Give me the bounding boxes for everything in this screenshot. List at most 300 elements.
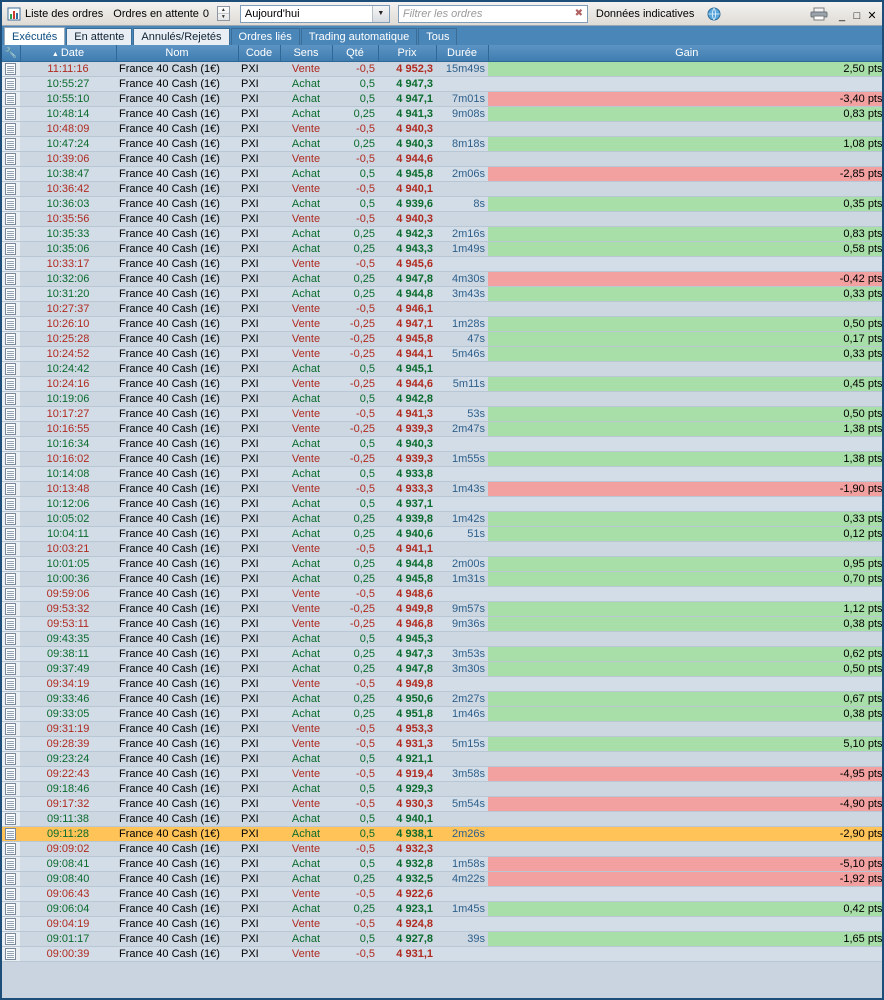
cell-sens: Achat bbox=[280, 901, 332, 916]
row-detail-icon[interactable] bbox=[2, 316, 20, 331]
row-detail-icon[interactable] bbox=[2, 241, 20, 256]
cell-code: PXI bbox=[238, 841, 280, 856]
cell-duree: 3m53s bbox=[436, 646, 488, 661]
date-range-select[interactable] bbox=[240, 5, 390, 23]
cell-prix: 4 947,3 bbox=[378, 76, 436, 91]
cell-gain bbox=[488, 391, 882, 406]
table-row[interactable] bbox=[2, 436, 882, 451]
row-detail-icon[interactable] bbox=[2, 556, 20, 571]
cell-name: France 40 Cash (1€) bbox=[116, 226, 238, 241]
cell-date: 10:14:08 bbox=[20, 466, 116, 481]
cell-date: 09:22:43 bbox=[20, 766, 116, 781]
document-icon[interactable] bbox=[5, 948, 16, 960]
table-row[interactable] bbox=[2, 136, 882, 151]
table-row[interactable] bbox=[2, 121, 882, 136]
clear-icon[interactable]: ✖ bbox=[574, 8, 584, 19]
document-icon[interactable] bbox=[5, 528, 16, 540]
cell-date: 10:33:17 bbox=[20, 256, 116, 271]
document-icon[interactable] bbox=[5, 633, 16, 645]
table-row[interactable] bbox=[2, 706, 882, 721]
row-detail-icon[interactable] bbox=[2, 421, 20, 436]
table-row[interactable] bbox=[2, 421, 882, 436]
document-icon[interactable] bbox=[5, 858, 16, 870]
row-detail-icon[interactable] bbox=[2, 166, 20, 181]
document-icon[interactable] bbox=[5, 288, 16, 300]
cell-qte: -0,5 bbox=[332, 541, 378, 556]
row-detail-icon[interactable] bbox=[2, 766, 20, 781]
row-detail-icon[interactable] bbox=[2, 361, 20, 376]
document-icon[interactable] bbox=[5, 843, 16, 855]
column-header-name[interactable]: Nom bbox=[116, 45, 238, 61]
cell-sens: Achat bbox=[280, 526, 332, 541]
cell-duree bbox=[436, 181, 488, 196]
document-icon[interactable] bbox=[5, 933, 16, 945]
cell-date: 10:35:56 bbox=[20, 211, 116, 226]
cell-sens: Vente bbox=[280, 346, 332, 361]
window-titlebar bbox=[2, 2, 882, 26]
pending-orders-count: 0 bbox=[202, 7, 209, 20]
column-header-date[interactable] bbox=[20, 45, 116, 61]
row-detail-icon[interactable] bbox=[2, 196, 20, 211]
cell-code: PXI bbox=[238, 91, 280, 106]
cell-duree bbox=[436, 721, 488, 736]
row-detail-icon[interactable] bbox=[2, 706, 20, 721]
row-detail-icon[interactable] bbox=[2, 916, 20, 931]
cell-qte: -0,25 bbox=[332, 601, 378, 616]
document-icon[interactable] bbox=[5, 918, 16, 930]
row-detail-icon[interactable] bbox=[2, 511, 20, 526]
row-detail-icon[interactable] bbox=[2, 451, 20, 466]
document-icon[interactable] bbox=[5, 453, 16, 465]
cell-name: France 40 Cash (1€) bbox=[116, 106, 238, 121]
table-row[interactable] bbox=[2, 781, 882, 796]
document-icon[interactable] bbox=[5, 198, 16, 210]
table-row[interactable] bbox=[2, 946, 882, 961]
cell-date: 10:31:20 bbox=[20, 286, 116, 301]
tab-tous[interactable] bbox=[418, 28, 457, 45]
cell-gain bbox=[488, 361, 882, 376]
cell-gain bbox=[488, 256, 882, 271]
table-row[interactable] bbox=[2, 721, 882, 736]
table-row[interactable] bbox=[2, 901, 882, 916]
cell-code: PXI bbox=[238, 406, 280, 421]
document-icon[interactable] bbox=[5, 903, 16, 915]
column-header-code[interactable]: Code bbox=[238, 45, 280, 61]
table-row[interactable] bbox=[2, 241, 882, 256]
row-detail-icon[interactable] bbox=[2, 301, 20, 316]
cell-qte: 0,25 bbox=[332, 271, 378, 286]
table-row[interactable] bbox=[2, 586, 882, 601]
cell-name: France 40 Cash (1€) bbox=[116, 541, 238, 556]
cell-name: France 40 Cash (1€) bbox=[116, 946, 238, 961]
column-header-duree[interactable]: Durée bbox=[436, 45, 488, 61]
row-detail-icon[interactable] bbox=[2, 436, 20, 451]
filter-orders-input[interactable] bbox=[398, 5, 588, 23]
cell-name: France 40 Cash (1€) bbox=[116, 781, 238, 796]
row-detail-icon[interactable] bbox=[2, 781, 20, 796]
row-detail-icon[interactable] bbox=[2, 601, 20, 616]
row-detail-icon[interactable] bbox=[2, 76, 20, 91]
row-detail-icon[interactable] bbox=[2, 796, 20, 811]
cell-sens: Achat bbox=[280, 271, 332, 286]
cell-duree: 5m11s bbox=[436, 376, 488, 391]
row-detail-icon[interactable] bbox=[2, 256, 20, 271]
tab-label: Exécutés bbox=[12, 30, 58, 43]
cell-duree: 3m58s bbox=[436, 766, 488, 781]
cell-code: PXI bbox=[238, 931, 280, 946]
row-detail-icon[interactable] bbox=[2, 346, 20, 361]
document-icon[interactable] bbox=[5, 738, 16, 750]
row-detail-icon[interactable] bbox=[2, 751, 20, 766]
tab-label: Trading automatique bbox=[308, 31, 410, 43]
document-icon[interactable] bbox=[5, 393, 16, 405]
table-row[interactable] bbox=[2, 496, 882, 511]
document-icon[interactable] bbox=[5, 333, 16, 345]
cell-code: PXI bbox=[238, 346, 280, 361]
document-icon[interactable] bbox=[5, 543, 16, 555]
table-row[interactable] bbox=[2, 886, 882, 901]
table-row[interactable] bbox=[2, 91, 882, 106]
tab-annul-s-rejet-s[interactable] bbox=[133, 28, 229, 45]
row-detail-icon[interactable] bbox=[2, 661, 20, 676]
stepper-up-arrow[interactable]: ▲ bbox=[218, 7, 229, 14]
row-detail-icon[interactable] bbox=[2, 136, 20, 151]
cell-prix: 4 941,1 bbox=[378, 541, 436, 556]
wrench-icon[interactable]: 🔧 bbox=[4, 47, 17, 59]
row-detail-icon[interactable] bbox=[2, 376, 20, 391]
document-icon[interactable] bbox=[5, 618, 16, 630]
table-row[interactable] bbox=[2, 691, 882, 706]
cell-date: 09:53:32 bbox=[20, 601, 116, 616]
document-icon[interactable] bbox=[5, 828, 16, 840]
cell-duree: 8s bbox=[436, 196, 488, 211]
document-icon[interactable] bbox=[5, 483, 16, 495]
cell-sens: Vente bbox=[280, 721, 332, 736]
cell-code: PXI bbox=[238, 361, 280, 376]
cell-sens: Achat bbox=[280, 91, 332, 106]
close-button[interactable]: ✕ bbox=[867, 9, 877, 22]
cell-date: 10:17:27 bbox=[20, 406, 116, 421]
document-icon[interactable] bbox=[5, 303, 16, 315]
document-icon[interactable] bbox=[5, 768, 16, 780]
cell-sens: Vente bbox=[280, 61, 332, 76]
row-detail-icon[interactable] bbox=[2, 886, 20, 901]
column-header-qte[interactable]: Qté bbox=[332, 45, 378, 61]
row-detail-icon[interactable] bbox=[2, 91, 20, 106]
row-detail-icon[interactable] bbox=[2, 736, 20, 751]
document-icon[interactable] bbox=[5, 153, 16, 165]
document-icon[interactable] bbox=[5, 468, 16, 480]
row-detail-icon[interactable] bbox=[2, 721, 20, 736]
table-row[interactable] bbox=[2, 571, 882, 586]
table-row[interactable] bbox=[2, 346, 882, 361]
document-icon[interactable] bbox=[5, 243, 16, 255]
table-row[interactable] bbox=[2, 511, 882, 526]
cell-date: 10:55:27 bbox=[20, 76, 116, 91]
table-row[interactable] bbox=[2, 76, 882, 91]
cell-code: PXI bbox=[238, 946, 280, 961]
row-detail-icon[interactable] bbox=[2, 571, 20, 586]
table-row[interactable] bbox=[2, 826, 882, 841]
row-detail-icon[interactable] bbox=[2, 541, 20, 556]
cell-qte: -0,25 bbox=[332, 346, 378, 361]
row-detail-icon[interactable] bbox=[2, 931, 20, 946]
table-row[interactable] bbox=[2, 676, 882, 691]
cell-prix: 4 940,3 bbox=[378, 136, 436, 151]
table-row[interactable] bbox=[2, 181, 882, 196]
cell-prix: 4 943,3 bbox=[378, 241, 436, 256]
table-row[interactable] bbox=[2, 361, 882, 376]
table-row[interactable] bbox=[2, 226, 882, 241]
cell-duree: 2m16s bbox=[436, 226, 488, 241]
cell-qte: -0,5 bbox=[332, 151, 378, 166]
table-row[interactable] bbox=[2, 916, 882, 931]
document-icon[interactable] bbox=[5, 408, 16, 420]
table-row[interactable] bbox=[2, 841, 882, 856]
tab-trading-automatique[interactable] bbox=[301, 28, 418, 45]
column-header-prix[interactable]: Prix bbox=[378, 45, 436, 61]
tab-ex-cut-s[interactable] bbox=[4, 27, 65, 45]
row-detail-icon[interactable] bbox=[2, 841, 20, 856]
cell-date: 10:55:10 bbox=[20, 91, 116, 106]
row-detail-icon[interactable] bbox=[2, 286, 20, 301]
stepper-down-arrow[interactable]: ▼ bbox=[220, 13, 226, 20]
cell-gain: 0,50 pts bbox=[488, 316, 882, 331]
table-row[interactable] bbox=[2, 751, 882, 766]
document-icon[interactable] bbox=[5, 258, 16, 270]
table-row[interactable] bbox=[2, 451, 882, 466]
tab-bar bbox=[2, 26, 882, 45]
cell-sens: Achat bbox=[280, 571, 332, 586]
cell-gain: -4,90 pts bbox=[488, 796, 882, 811]
document-icon[interactable] bbox=[5, 423, 16, 435]
globe-icon[interactable] bbox=[706, 6, 722, 22]
document-icon[interactable] bbox=[5, 318, 16, 330]
table-row[interactable] bbox=[2, 931, 882, 946]
table-row[interactable] bbox=[2, 406, 882, 421]
row-detail-icon[interactable] bbox=[2, 106, 20, 121]
table-row[interactable] bbox=[2, 646, 882, 661]
document-icon[interactable] bbox=[5, 78, 16, 90]
document-icon[interactable] bbox=[5, 813, 16, 825]
cell-sens: Vente bbox=[280, 946, 332, 961]
cell-prix: 4 919,4 bbox=[378, 766, 436, 781]
document-icon[interactable] bbox=[5, 753, 16, 765]
table-header-row bbox=[2, 45, 882, 61]
row-detail-icon[interactable] bbox=[2, 151, 20, 166]
table-row[interactable] bbox=[2, 871, 882, 886]
table-row[interactable] bbox=[2, 271, 882, 286]
row-detail-icon[interactable] bbox=[2, 901, 20, 916]
table-row[interactable] bbox=[2, 766, 882, 781]
document-icon[interactable] bbox=[5, 873, 16, 885]
row-detail-icon[interactable] bbox=[2, 946, 20, 961]
document-icon[interactable] bbox=[5, 663, 16, 675]
row-detail-icon[interactable] bbox=[2, 631, 20, 646]
cell-prix: 4 932,8 bbox=[378, 856, 436, 871]
table-row[interactable] bbox=[2, 316, 882, 331]
document-icon[interactable] bbox=[5, 183, 16, 195]
row-detail-icon[interactable] bbox=[2, 271, 20, 286]
chevron-down-icon[interactable]: ▼ bbox=[372, 6, 389, 22]
maximize-button[interactable]: □ bbox=[853, 9, 861, 22]
cell-code: PXI bbox=[238, 226, 280, 241]
row-detail-icon[interactable] bbox=[2, 856, 20, 871]
row-detail-icon[interactable] bbox=[2, 616, 20, 631]
table-row[interactable] bbox=[2, 541, 882, 556]
cell-date: 09:08:40 bbox=[20, 871, 116, 886]
document-icon[interactable] bbox=[5, 723, 16, 735]
document-icon[interactable] bbox=[5, 573, 16, 585]
table-row[interactable] bbox=[2, 151, 882, 166]
table-row[interactable] bbox=[2, 166, 882, 181]
document-icon[interactable] bbox=[5, 798, 16, 810]
row-detail-icon[interactable] bbox=[2, 586, 20, 601]
cell-duree: 2m00s bbox=[436, 556, 488, 571]
row-detail-icon[interactable] bbox=[2, 676, 20, 691]
document-icon[interactable] bbox=[5, 708, 16, 720]
cell-prix: 4 931,1 bbox=[378, 946, 436, 961]
document-icon[interactable] bbox=[5, 213, 16, 225]
cell-duree: 2m27s bbox=[436, 691, 488, 706]
cell-code: PXI bbox=[238, 151, 280, 166]
cell-name: France 40 Cash (1€) bbox=[116, 421, 238, 436]
table-row[interactable] bbox=[2, 391, 882, 406]
row-detail-icon[interactable] bbox=[2, 481, 20, 496]
cell-code: PXI bbox=[238, 136, 280, 151]
cell-code: PXI bbox=[238, 166, 280, 181]
cell-code: PXI bbox=[238, 691, 280, 706]
row-detail-icon[interactable] bbox=[2, 496, 20, 511]
document-icon[interactable] bbox=[5, 348, 16, 360]
table-row[interactable] bbox=[2, 256, 882, 271]
cell-sens: Achat bbox=[280, 166, 332, 181]
table-row[interactable] bbox=[2, 811, 882, 826]
row-detail-icon[interactable] bbox=[2, 826, 20, 841]
pending-count-stepper[interactable] bbox=[217, 6, 230, 21]
row-detail-icon[interactable] bbox=[2, 466, 20, 481]
row-detail-icon[interactable] bbox=[2, 811, 20, 826]
document-icon[interactable] bbox=[5, 558, 16, 570]
row-detail-icon[interactable] bbox=[2, 871, 20, 886]
cell-gain: -3,40 pts bbox=[488, 91, 882, 106]
document-icon[interactable] bbox=[5, 438, 16, 450]
cell-name: France 40 Cash (1€) bbox=[116, 346, 238, 361]
cell-qte: -0,5 bbox=[332, 256, 378, 271]
table-row[interactable] bbox=[2, 616, 882, 631]
row-detail-icon[interactable] bbox=[2, 61, 20, 76]
row-detail-icon[interactable] bbox=[2, 406, 20, 421]
cell-gain bbox=[488, 301, 882, 316]
document-icon[interactable] bbox=[5, 123, 16, 135]
row-detail-icon[interactable] bbox=[2, 226, 20, 241]
cell-name: France 40 Cash (1€) bbox=[116, 61, 238, 76]
tab-en-attente[interactable] bbox=[66, 28, 132, 45]
document-icon[interactable] bbox=[5, 588, 16, 600]
cell-date: 09:38:11 bbox=[20, 646, 116, 661]
table-row[interactable] bbox=[2, 376, 882, 391]
document-icon[interactable] bbox=[5, 678, 16, 690]
table-row[interactable] bbox=[2, 481, 882, 496]
row-detail-icon[interactable] bbox=[2, 391, 20, 406]
table-row[interactable] bbox=[2, 61, 882, 76]
cell-duree: 8m18s bbox=[436, 136, 488, 151]
document-icon[interactable] bbox=[5, 513, 16, 525]
table-row[interactable] bbox=[2, 196, 882, 211]
minimize-button[interactable]: _ bbox=[838, 9, 846, 22]
table-row[interactable] bbox=[2, 331, 882, 346]
document-icon[interactable] bbox=[5, 888, 16, 900]
filter-placeholder: Filtrer les ordres bbox=[402, 7, 483, 20]
cell-prix: 4 953,3 bbox=[378, 721, 436, 736]
row-detail-icon[interactable] bbox=[2, 526, 20, 541]
column-header-gain[interactable]: Gain bbox=[488, 45, 882, 61]
cell-prix: 4 949,8 bbox=[378, 601, 436, 616]
document-icon[interactable] bbox=[5, 603, 16, 615]
table-row[interactable] bbox=[2, 796, 882, 811]
table-body bbox=[2, 61, 882, 961]
table-row[interactable] bbox=[2, 211, 882, 226]
cell-prix: 4 942,3 bbox=[378, 226, 436, 241]
document-icon[interactable] bbox=[5, 168, 16, 180]
cell-gain: 0,67 pts bbox=[488, 691, 882, 706]
table-row[interactable] bbox=[2, 631, 882, 646]
table-row[interactable] bbox=[2, 856, 882, 871]
table-row[interactable] bbox=[2, 466, 882, 481]
cell-date: 10:13:48 bbox=[20, 481, 116, 496]
document-icon[interactable] bbox=[5, 648, 16, 660]
table-row[interactable] bbox=[2, 526, 882, 541]
document-icon[interactable] bbox=[5, 783, 16, 795]
document-icon[interactable] bbox=[5, 63, 16, 75]
document-icon[interactable] bbox=[5, 498, 16, 510]
cell-date: 10:48:14 bbox=[20, 106, 116, 121]
document-icon[interactable] bbox=[5, 693, 16, 705]
cell-duree: 3m30s bbox=[436, 661, 488, 676]
column-header-tools[interactable] bbox=[2, 45, 20, 61]
document-icon[interactable] bbox=[5, 108, 16, 120]
table-row[interactable] bbox=[2, 736, 882, 751]
table-row[interactable] bbox=[2, 286, 882, 301]
tab-label: En attente bbox=[74, 31, 125, 43]
document-icon[interactable] bbox=[5, 93, 16, 105]
row-detail-icon[interactable] bbox=[2, 646, 20, 661]
document-icon[interactable] bbox=[5, 228, 16, 240]
column-header-sens[interactable]: Sens bbox=[280, 45, 332, 61]
cell-gain bbox=[488, 721, 882, 736]
table-row[interactable] bbox=[2, 556, 882, 571]
document-icon[interactable] bbox=[5, 378, 16, 390]
row-detail-icon[interactable] bbox=[2, 181, 20, 196]
printer-icon[interactable] bbox=[809, 5, 829, 23]
table-row[interactable] bbox=[2, 106, 882, 121]
row-detail-icon[interactable] bbox=[2, 691, 20, 706]
table-row[interactable] bbox=[2, 661, 882, 676]
cell-gain bbox=[488, 811, 882, 826]
cell-duree bbox=[436, 541, 488, 556]
table-row[interactable] bbox=[2, 601, 882, 616]
row-detail-icon[interactable] bbox=[2, 121, 20, 136]
document-icon[interactable] bbox=[5, 138, 16, 150]
document-icon[interactable] bbox=[5, 273, 16, 285]
orders-table-container[interactable] bbox=[2, 45, 882, 998]
table-row[interactable] bbox=[2, 301, 882, 316]
row-detail-icon[interactable] bbox=[2, 211, 20, 226]
document-icon[interactable] bbox=[5, 363, 16, 375]
tab-ordres-li-s[interactable] bbox=[231, 28, 300, 45]
cell-duree bbox=[436, 301, 488, 316]
row-detail-icon[interactable] bbox=[2, 331, 20, 346]
